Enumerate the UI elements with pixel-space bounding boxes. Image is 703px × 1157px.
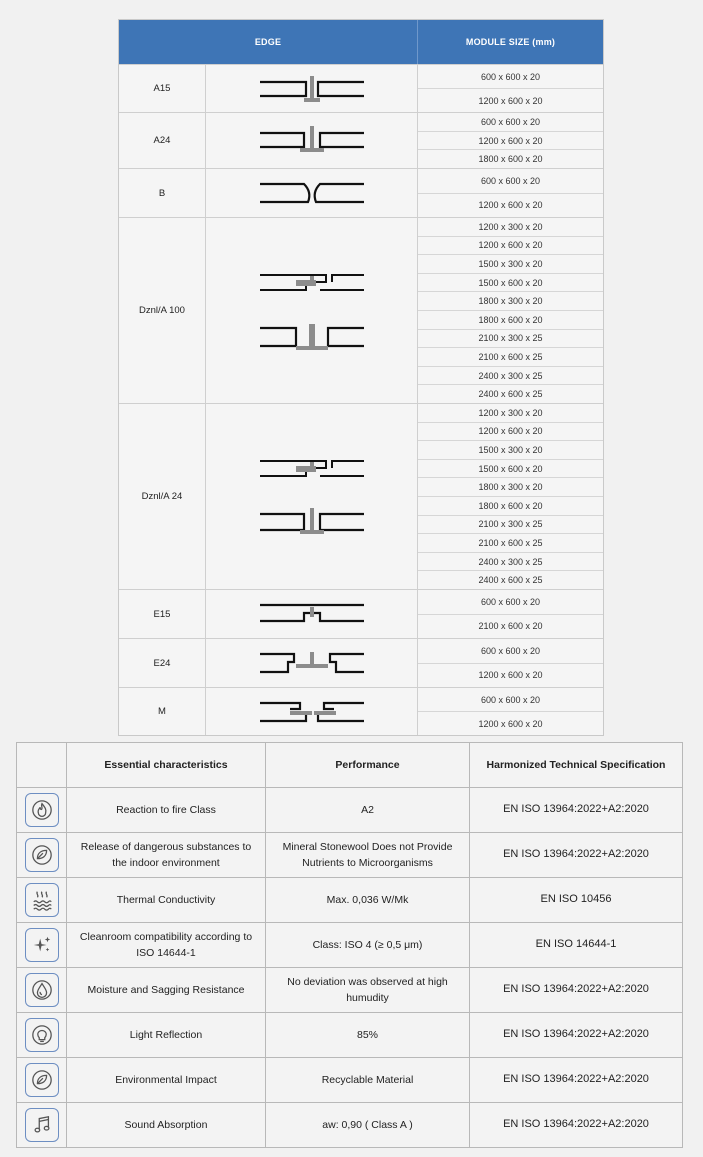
edge-name: M: [119, 688, 206, 735]
performance-value: aw: 0,90 ( Class A ): [266, 1103, 470, 1148]
heat-waves-icon: [25, 883, 59, 917]
module-size: 1800 x 300 x 20: [418, 477, 603, 496]
module-size: 600 x 600 x 20: [480, 645, 541, 656]
edge-row-a24: [119, 112, 603, 168]
edge-row-e24: [119, 638, 603, 687]
edge-name: B: [119, 169, 206, 217]
module-size: 2100 x 600 x 25: [418, 347, 603, 366]
module-size: 2100 x 600 x 25: [418, 533, 603, 552]
module-size: 2400 x 600 x 25: [418, 384, 603, 403]
module-size: 2400 x 300 x 25: [418, 366, 603, 385]
characteristic-name: Sound Absorption: [67, 1103, 266, 1148]
module-size: 1800 x 600 x 20: [418, 310, 603, 329]
e15-edge-profile: [206, 590, 418, 638]
module-size: 1500 x 600 x 20: [418, 459, 603, 478]
edge-row-m: [119, 687, 603, 735]
characteristic-row: [17, 1103, 683, 1148]
edge-header: EDGE: [119, 20, 418, 64]
performance-value: 85%: [266, 1013, 470, 1058]
module-size: 1200 x 600 x 20: [418, 193, 603, 218]
characteristic-header: Essential characteristics: [67, 743, 266, 788]
module-size: 1200 x 600 x 20: [418, 131, 603, 150]
edge-name: A24: [119, 113, 206, 168]
module-size-header: MODULE SIZE (mm): [465, 37, 556, 47]
specification-value: EN ISO 13964:2022+A2:2020: [470, 1013, 683, 1058]
leaf-icon: [25, 1063, 59, 1097]
module-size: 1500 x 600 x 20: [418, 273, 603, 292]
icon-column-header: [17, 743, 67, 788]
edge-row-a15: [119, 64, 603, 112]
specification-value: EN ISO 10456: [470, 878, 683, 923]
module-size: 2100 x 600 x 20: [418, 614, 603, 639]
edge-name: Dznl/A 100: [119, 218, 206, 403]
specification-value: EN ISO 13964:2022+A2:2020: [470, 968, 683, 1013]
characteristic-name: Release of dangerous substances to the indoor environment: [67, 833, 266, 878]
edge-name: A15: [119, 65, 206, 112]
module-size: 1500 x 300 x 20: [418, 440, 603, 459]
dznl-a24-edge-profile: [206, 404, 418, 589]
performance-value: Mineral Stonewool Does not Provide Nutrients to Microorganisms: [266, 833, 470, 878]
m-edge-profile: [206, 688, 418, 735]
characteristics-header-row: [17, 743, 683, 788]
performance-value: Recyclable Material: [266, 1058, 470, 1103]
module-size: 1200 x 600 x 20: [418, 88, 603, 112]
module-size: 600 x 600 x 20: [480, 116, 541, 127]
specification-value: EN ISO 13964:2022+A2:2020: [470, 1103, 683, 1148]
module-size: 2400 x 300 x 25: [418, 552, 603, 571]
characteristic-row: [17, 968, 683, 1013]
performance-value: No deviation was observed at high humudity: [266, 968, 470, 1013]
sparkle-icon: [25, 928, 59, 962]
module-size: 1800 x 600 x 20: [418, 496, 603, 515]
fire-icon: [25, 793, 59, 827]
specification-header: Harmonized Technical Specification: [470, 743, 683, 788]
characteristic-name: Environmental Impact: [67, 1058, 266, 1103]
module-size: 1200 x 600 x 20: [418, 422, 603, 441]
characteristic-name: Light Reflection: [67, 1013, 266, 1058]
performance-value: A2: [266, 788, 470, 833]
module-size: 1800 x 300 x 20: [418, 291, 603, 310]
module-size: 1200 x 600 x 20: [418, 711, 603, 735]
characteristic-row: [17, 923, 683, 968]
water-drop-icon: [25, 973, 59, 1007]
edge-row-dznl-a24: [119, 403, 603, 589]
module-size: 600 x 600 x 20: [480, 694, 541, 705]
edge-name: Dznl/A 24: [119, 404, 206, 589]
characteristic-row: [17, 878, 683, 923]
a24-profile: [260, 508, 364, 538]
lightbulb-icon: [25, 1018, 59, 1052]
characteristic-row: [17, 1058, 683, 1103]
music-note-icon: [25, 1108, 59, 1142]
module-size: 2100 x 300 x 25: [418, 329, 603, 348]
e24-edge-profile: [206, 639, 418, 687]
a100-wide-profile: [260, 322, 364, 352]
module-size: 1200 x 300 x 20: [478, 407, 543, 418]
edge-name: E24: [119, 639, 206, 687]
edge-row-e15: [119, 589, 603, 638]
characteristic-row: [17, 788, 683, 833]
b-edge-profile: [206, 169, 418, 217]
module-size: 2100 x 300 x 25: [418, 515, 603, 534]
specification-value: EN ISO 13964:2022+A2:2020: [470, 788, 683, 833]
performance-header: Performance: [266, 743, 470, 788]
module-size: 1200 x 600 x 20: [418, 236, 603, 255]
characteristic-name: Cleanroom compatibility according to ISO 14644-1: [67, 923, 266, 968]
module-size: 600 x 600 x 20: [480, 175, 541, 186]
characteristic-name: Reaction to fire Class: [67, 788, 266, 833]
edge-table-header: [119, 20, 603, 64]
characteristic-name: Thermal Conductivity: [67, 878, 266, 923]
performance-value: Max. 0,036 W/Mk: [266, 878, 470, 923]
specification-value: EN ISO 13964:2022+A2:2020: [470, 1058, 683, 1103]
dznl-shiplap-profile: [260, 270, 364, 296]
a15-edge-profile: [206, 65, 418, 112]
dznl-shiplap-profile: [260, 456, 364, 482]
module-size: 1800 x 600 x 20: [418, 149, 603, 168]
characteristics-table: [16, 742, 683, 1148]
module-size: 2400 x 600 x 25: [418, 570, 603, 589]
performance-value: Class: ISO 4 (≥ 0,5 μm): [266, 923, 470, 968]
characteristic-name: Moisture and Sagging Resistance: [67, 968, 266, 1013]
module-size: 1500 x 300 x 20: [418, 254, 603, 273]
a24-edge-profile: [206, 113, 418, 168]
edge-name: E15: [119, 590, 206, 638]
module-size: 1200 x 300 x 20: [478, 221, 543, 232]
characteristic-row: [17, 1013, 683, 1058]
specification-value: EN ISO 13964:2022+A2:2020: [470, 833, 683, 878]
dznl-a100-edge-profile: [206, 218, 418, 403]
edge-row-dznl-a100: [119, 217, 603, 403]
edge-table: [118, 19, 604, 736]
module-size: 600 x 600 x 20: [480, 71, 541, 82]
module-size: 600 x 600 x 20: [480, 596, 541, 607]
characteristic-row: [17, 833, 683, 878]
module-size: 1200 x 600 x 20: [418, 663, 603, 688]
edge-row-b: [119, 168, 603, 217]
specification-value: EN ISO 14644-1: [470, 923, 683, 968]
leaf-icon: [25, 838, 59, 872]
